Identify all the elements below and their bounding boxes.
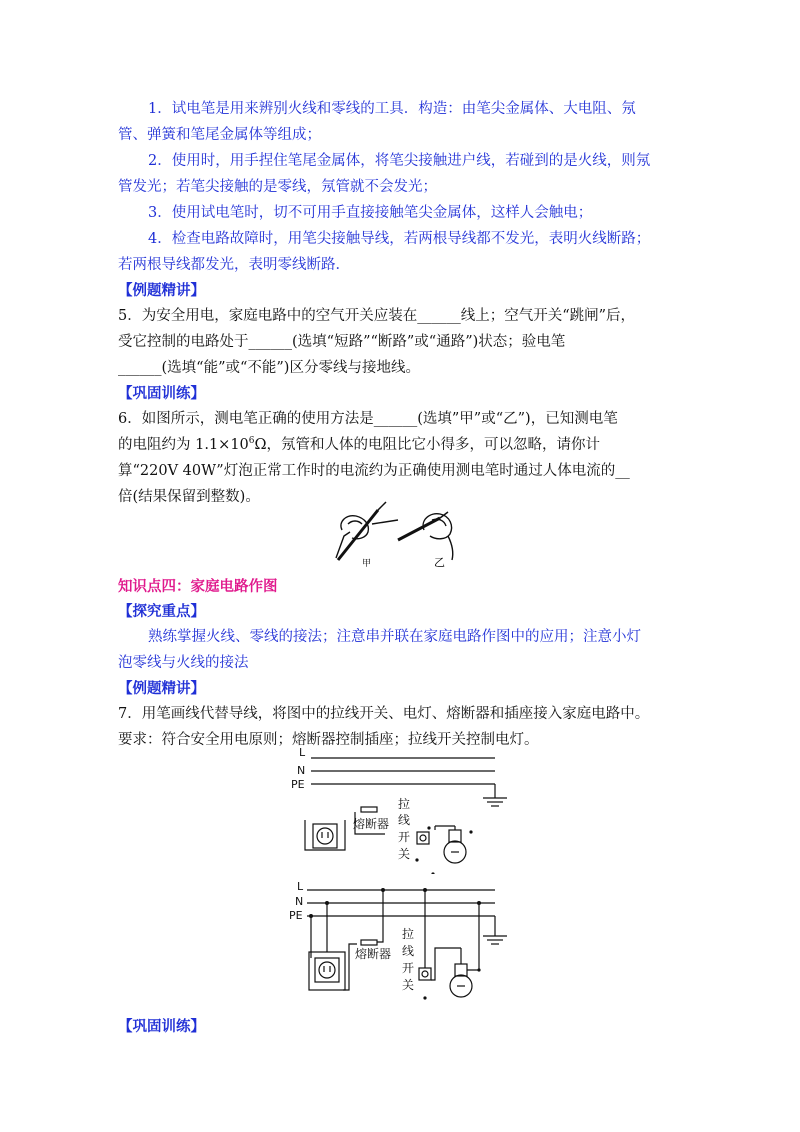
pen-label-b: 乙 — [434, 556, 445, 568]
fuse-label-2: 熔断器 — [355, 947, 392, 961]
label-l: L — [299, 746, 306, 759]
explore-heading: 【探究重点】 — [118, 603, 205, 620]
pen-a-icon — [338, 510, 378, 560]
point-3: 3．使用试电笔时，切不可用手直接接触笔尖金属体，这样人会触电； — [148, 205, 593, 221]
label-l-2: L — [297, 880, 304, 893]
explore-line-1: 熟练掌握火线、零线的接法；注意串并联在家庭电路作图中的应用；注意小灯 — [148, 629, 641, 645]
q6-line-2 — [118, 432, 688, 458]
switch-char-1: 拉 — [398, 797, 411, 811]
page-content — [118, 96, 688, 510]
label-n: N — [297, 764, 306, 777]
pull-switch-icon — [417, 832, 429, 844]
switch-char-3: 开 — [398, 830, 411, 844]
switch-char-2-4: 关 — [402, 978, 415, 992]
practice-heading-1: 【巩固训练】 — [118, 385, 205, 402]
switch-char-2: 线 — [398, 813, 411, 827]
q5-line-3: ______(选填“能”或“不能”)区分零线与接地线。 — [118, 360, 420, 376]
fuse-icon-2 — [361, 940, 377, 945]
label-pe: PE — [291, 778, 305, 791]
section-four — [118, 574, 688, 753]
q5-line-1: 5．为安全用电，家庭电路中的空气开关应装在______线上；空气开关“跳闸”后， — [118, 308, 636, 324]
explore-line-2: 泡零线与火线的接法 — [118, 655, 249, 671]
pen-b-icon — [398, 518, 440, 540]
topic-heading: 知识点四：家庭电路作图 — [118, 578, 278, 595]
point-2a: 2．使用时，用手捏住笔尾金属体，将笔尖接触进户线，若碰到的是火线，则氖 — [148, 153, 651, 169]
q5-line-2: 受它控制的电路处于______(选填“短路”“断路”或“通路”)状态；验电笔 — [118, 334, 566, 350]
point-4a: 4．检查电路故障时，用笔尖接触导线，若两根导线都不发光，表明火线断路； — [148, 231, 651, 247]
q6-line-4: 倍(结果保留到整数)。 — [118, 489, 260, 505]
q6-line-2a: 的电阻约为 1.1×10 — [118, 437, 249, 453]
point-2b: 管发光；若笔尖接触的是零线，氖管就不会发光； — [118, 179, 437, 195]
q6-line-2b: Ω，氖管和人体的电阻比它小得多，可以忽略，请你计 — [254, 437, 601, 453]
point-1a: 1．试电笔是用来辨别火线和零线的工具．构造：由笔尖金属体、大电阻、氖 — [148, 101, 636, 117]
example-heading-2: 【例题精讲】 — [118, 680, 205, 697]
pen-label-a: 甲 — [362, 559, 372, 568]
fuse-icon — [361, 807, 377, 812]
q6-exponent: 6 — [248, 436, 255, 447]
label-pe-2: PE — [289, 909, 303, 922]
fuse-label: 熔断器 — [353, 817, 390, 831]
point-4b: 若两根导线都发光，表明零线断路． — [118, 257, 350, 273]
q7-line-2: 要求：符合安全用电原则；熔断器控制插座；拉线开关控制电灯。 — [118, 732, 539, 748]
switch-char-2-2: 线 — [402, 944, 415, 958]
switch-char-4: 关 — [398, 847, 411, 861]
pull-switch-icon-2 — [419, 968, 431, 980]
q6-line-1: 6．如图所示，测电笔正确的使用方法是______(选填”甲”或“乙”)，已知测电笔 — [118, 411, 618, 427]
q6-line-3: 算“220V 40W”灯泡正常工作时的电流约为正确使用测电笔时通过人体电流的__ — [118, 463, 630, 479]
example-heading-1: 【例题精讲】 — [118, 282, 205, 299]
practice-heading-2: 【巩固训练】 — [118, 1018, 205, 1035]
circuit-diagram-answer — [285, 878, 515, 1008]
point-1b: 管、弹簧和笔尾金属体等组成； — [118, 127, 321, 143]
test-pen-figure — [328, 500, 468, 568]
q7-line-1: 7．用笔画线代替导线，将图中的拉线开关、电灯、熔断器和插座接入家庭电路中。 — [118, 706, 650, 722]
label-n-2: N — [295, 895, 304, 908]
switch-char-2-3: 开 — [402, 961, 415, 975]
circuit-diagram-problem — [285, 746, 515, 874]
switch-char-2-1: 拉 — [402, 927, 415, 941]
